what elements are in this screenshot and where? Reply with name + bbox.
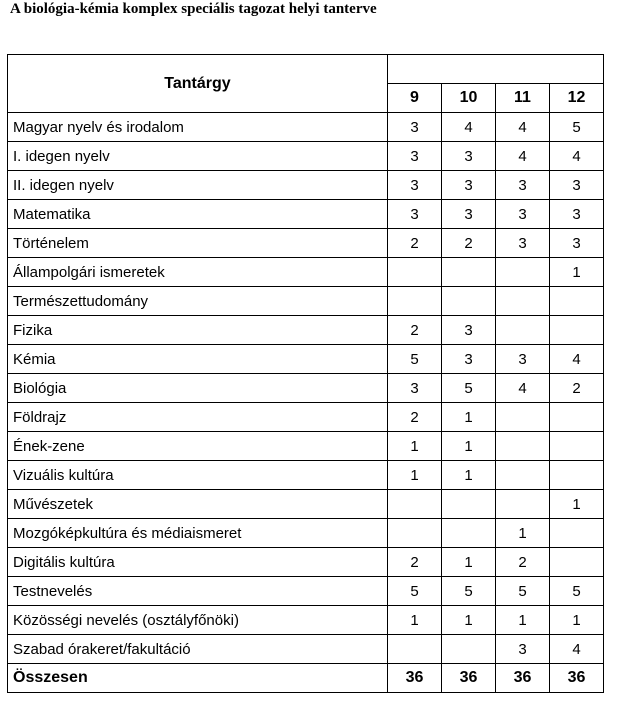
table-row [8, 374, 604, 403]
hours-cell: 5 [388, 345, 442, 374]
hours-cell: 1 [550, 258, 604, 287]
hours-cell: 1 [442, 432, 496, 461]
hours-cell: 4 [496, 113, 550, 142]
hours-cell: 4 [496, 142, 550, 171]
hours-cell: 5 [442, 577, 496, 606]
hours-cell: 2 [388, 316, 442, 345]
hours-cell [442, 287, 496, 316]
hours-cell: 3 [496, 200, 550, 229]
hours-cell: 5 [496, 577, 550, 606]
table-row [8, 548, 604, 577]
subject-cell: Természettudomány [8, 287, 388, 316]
hours-cell: 1 [442, 606, 496, 635]
hours-cell: 3 [388, 200, 442, 229]
table-row [8, 200, 604, 229]
hours-cell: 1 [442, 548, 496, 577]
hours-cell: 2 [442, 229, 496, 258]
hours-cell: 3 [496, 345, 550, 374]
hours-cell [388, 635, 442, 664]
subject-column-header: Tantárgy [8, 55, 388, 113]
table-row [8, 171, 604, 200]
table-row [8, 142, 604, 171]
table-row [8, 113, 604, 142]
hours-cell: 1 [550, 606, 604, 635]
total-hours-cell: 36 [496, 664, 550, 693]
hours-cell: 3 [442, 316, 496, 345]
grade-header-12: 12 [550, 84, 604, 113]
hours-cell: 2 [388, 548, 442, 577]
subject-cell: Vizuális kultúra [8, 461, 388, 490]
hours-cell [442, 519, 496, 548]
subject-cell: Fizika [8, 316, 388, 345]
hours-cell: 3 [550, 200, 604, 229]
subject-cell: Matematika [8, 200, 388, 229]
hours-cell: 4 [550, 345, 604, 374]
subject-cell: Ének-zene [8, 432, 388, 461]
hours-cell: 1 [496, 519, 550, 548]
hours-cell: 3 [388, 171, 442, 200]
grade-header-11: 11 [496, 84, 550, 113]
total-row [8, 664, 604, 693]
hours-cell: 2 [388, 229, 442, 258]
hours-cell [496, 403, 550, 432]
table-row [8, 519, 604, 548]
hours-cell: 4 [550, 142, 604, 171]
hours-cell [550, 316, 604, 345]
table-row [8, 403, 604, 432]
total-hours-cell: 36 [442, 664, 496, 693]
hours-cell [496, 432, 550, 461]
hours-cell: 3 [388, 374, 442, 403]
hours-cell: 4 [550, 635, 604, 664]
hours-cell: 3 [442, 171, 496, 200]
hours-cell: 5 [550, 113, 604, 142]
subject-cell: Biológia [8, 374, 388, 403]
table-row [8, 635, 604, 664]
document-title: A biológia-kémia komplex speciális tagozat helyi tanterve [10, 1, 377, 17]
total-label: Összesen [8, 664, 388, 693]
total-hours-cell: 36 [388, 664, 442, 693]
hours-cell: 3 [388, 142, 442, 171]
hours-cell [550, 519, 604, 548]
hours-cell: 5 [550, 577, 604, 606]
table-row [8, 432, 604, 461]
hours-cell [550, 461, 604, 490]
grade-header-10: 10 [442, 84, 496, 113]
table-row [8, 345, 604, 374]
hours-cell: 5 [442, 374, 496, 403]
hours-cell: 3 [550, 171, 604, 200]
subject-cell: Történelem [8, 229, 388, 258]
hours-cell [442, 490, 496, 519]
subject-cell: Közösségi nevelés (osztályfőnöki) [8, 606, 388, 635]
table-row [8, 316, 604, 345]
hours-cell: 2 [496, 548, 550, 577]
hours-cell: 3 [496, 229, 550, 258]
subject-cell: Testnevelés [8, 577, 388, 606]
curriculum-table [7, 54, 604, 693]
subject-cell: I. idegen nyelv [8, 142, 388, 171]
hours-cell [388, 258, 442, 287]
hours-cell: 3 [442, 142, 496, 171]
hours-cell [550, 287, 604, 316]
hours-cell: 1 [388, 606, 442, 635]
hours-cell [442, 635, 496, 664]
subject-cell: Állampolgári ismeretek [8, 258, 388, 287]
hours-cell: 4 [496, 374, 550, 403]
hours-cell [442, 258, 496, 287]
subject-cell: II. idegen nyelv [8, 171, 388, 200]
subject-cell: Mozgóképkultúra és médiaismeret [8, 519, 388, 548]
subject-cell: Szabad órakeret/fakultáció [8, 635, 388, 664]
subject-cell: Digitális kultúra [8, 548, 388, 577]
table-row [8, 461, 604, 490]
table-body [8, 113, 604, 693]
hours-cell [550, 403, 604, 432]
hours-cell: 3 [496, 171, 550, 200]
table-row [8, 287, 604, 316]
table-row [8, 606, 604, 635]
table-row [8, 229, 604, 258]
hours-cell [550, 432, 604, 461]
hours-cell: 2 [550, 374, 604, 403]
hours-cell: 1 [388, 461, 442, 490]
hours-cell: 4 [442, 113, 496, 142]
hours-cell: 3 [550, 229, 604, 258]
hours-cell: 1 [442, 461, 496, 490]
subject-cell: Kémia [8, 345, 388, 374]
hours-cell [496, 461, 550, 490]
subject-cell: Magyar nyelv és irodalom [8, 113, 388, 142]
hours-cell [496, 490, 550, 519]
table-header [8, 55, 604, 113]
hours-cell: 5 [388, 577, 442, 606]
total-hours-cell: 36 [550, 664, 604, 693]
hours-cell [388, 519, 442, 548]
hours-cell: 3 [442, 345, 496, 374]
hours-cell [388, 287, 442, 316]
hours-cell [550, 548, 604, 577]
grade-header-9: 9 [388, 84, 442, 113]
table-row [8, 490, 604, 519]
hours-cell [496, 316, 550, 345]
hours-cell [496, 258, 550, 287]
hours-cell: 1 [442, 403, 496, 432]
hours-cell: 3 [442, 200, 496, 229]
table-row [8, 258, 604, 287]
table-row [8, 577, 604, 606]
hours-cell: 1 [550, 490, 604, 519]
hours-cell: 2 [388, 403, 442, 432]
hours-cell: 1 [388, 432, 442, 461]
hours-cell: 3 [496, 635, 550, 664]
hours-cell: 1 [496, 606, 550, 635]
hours-cell: 3 [388, 113, 442, 142]
hours-cell [496, 287, 550, 316]
subject-cell: Földrajz [8, 403, 388, 432]
hours-cell [388, 490, 442, 519]
subject-cell: Művészetek [8, 490, 388, 519]
grade-group-header [388, 55, 604, 84]
